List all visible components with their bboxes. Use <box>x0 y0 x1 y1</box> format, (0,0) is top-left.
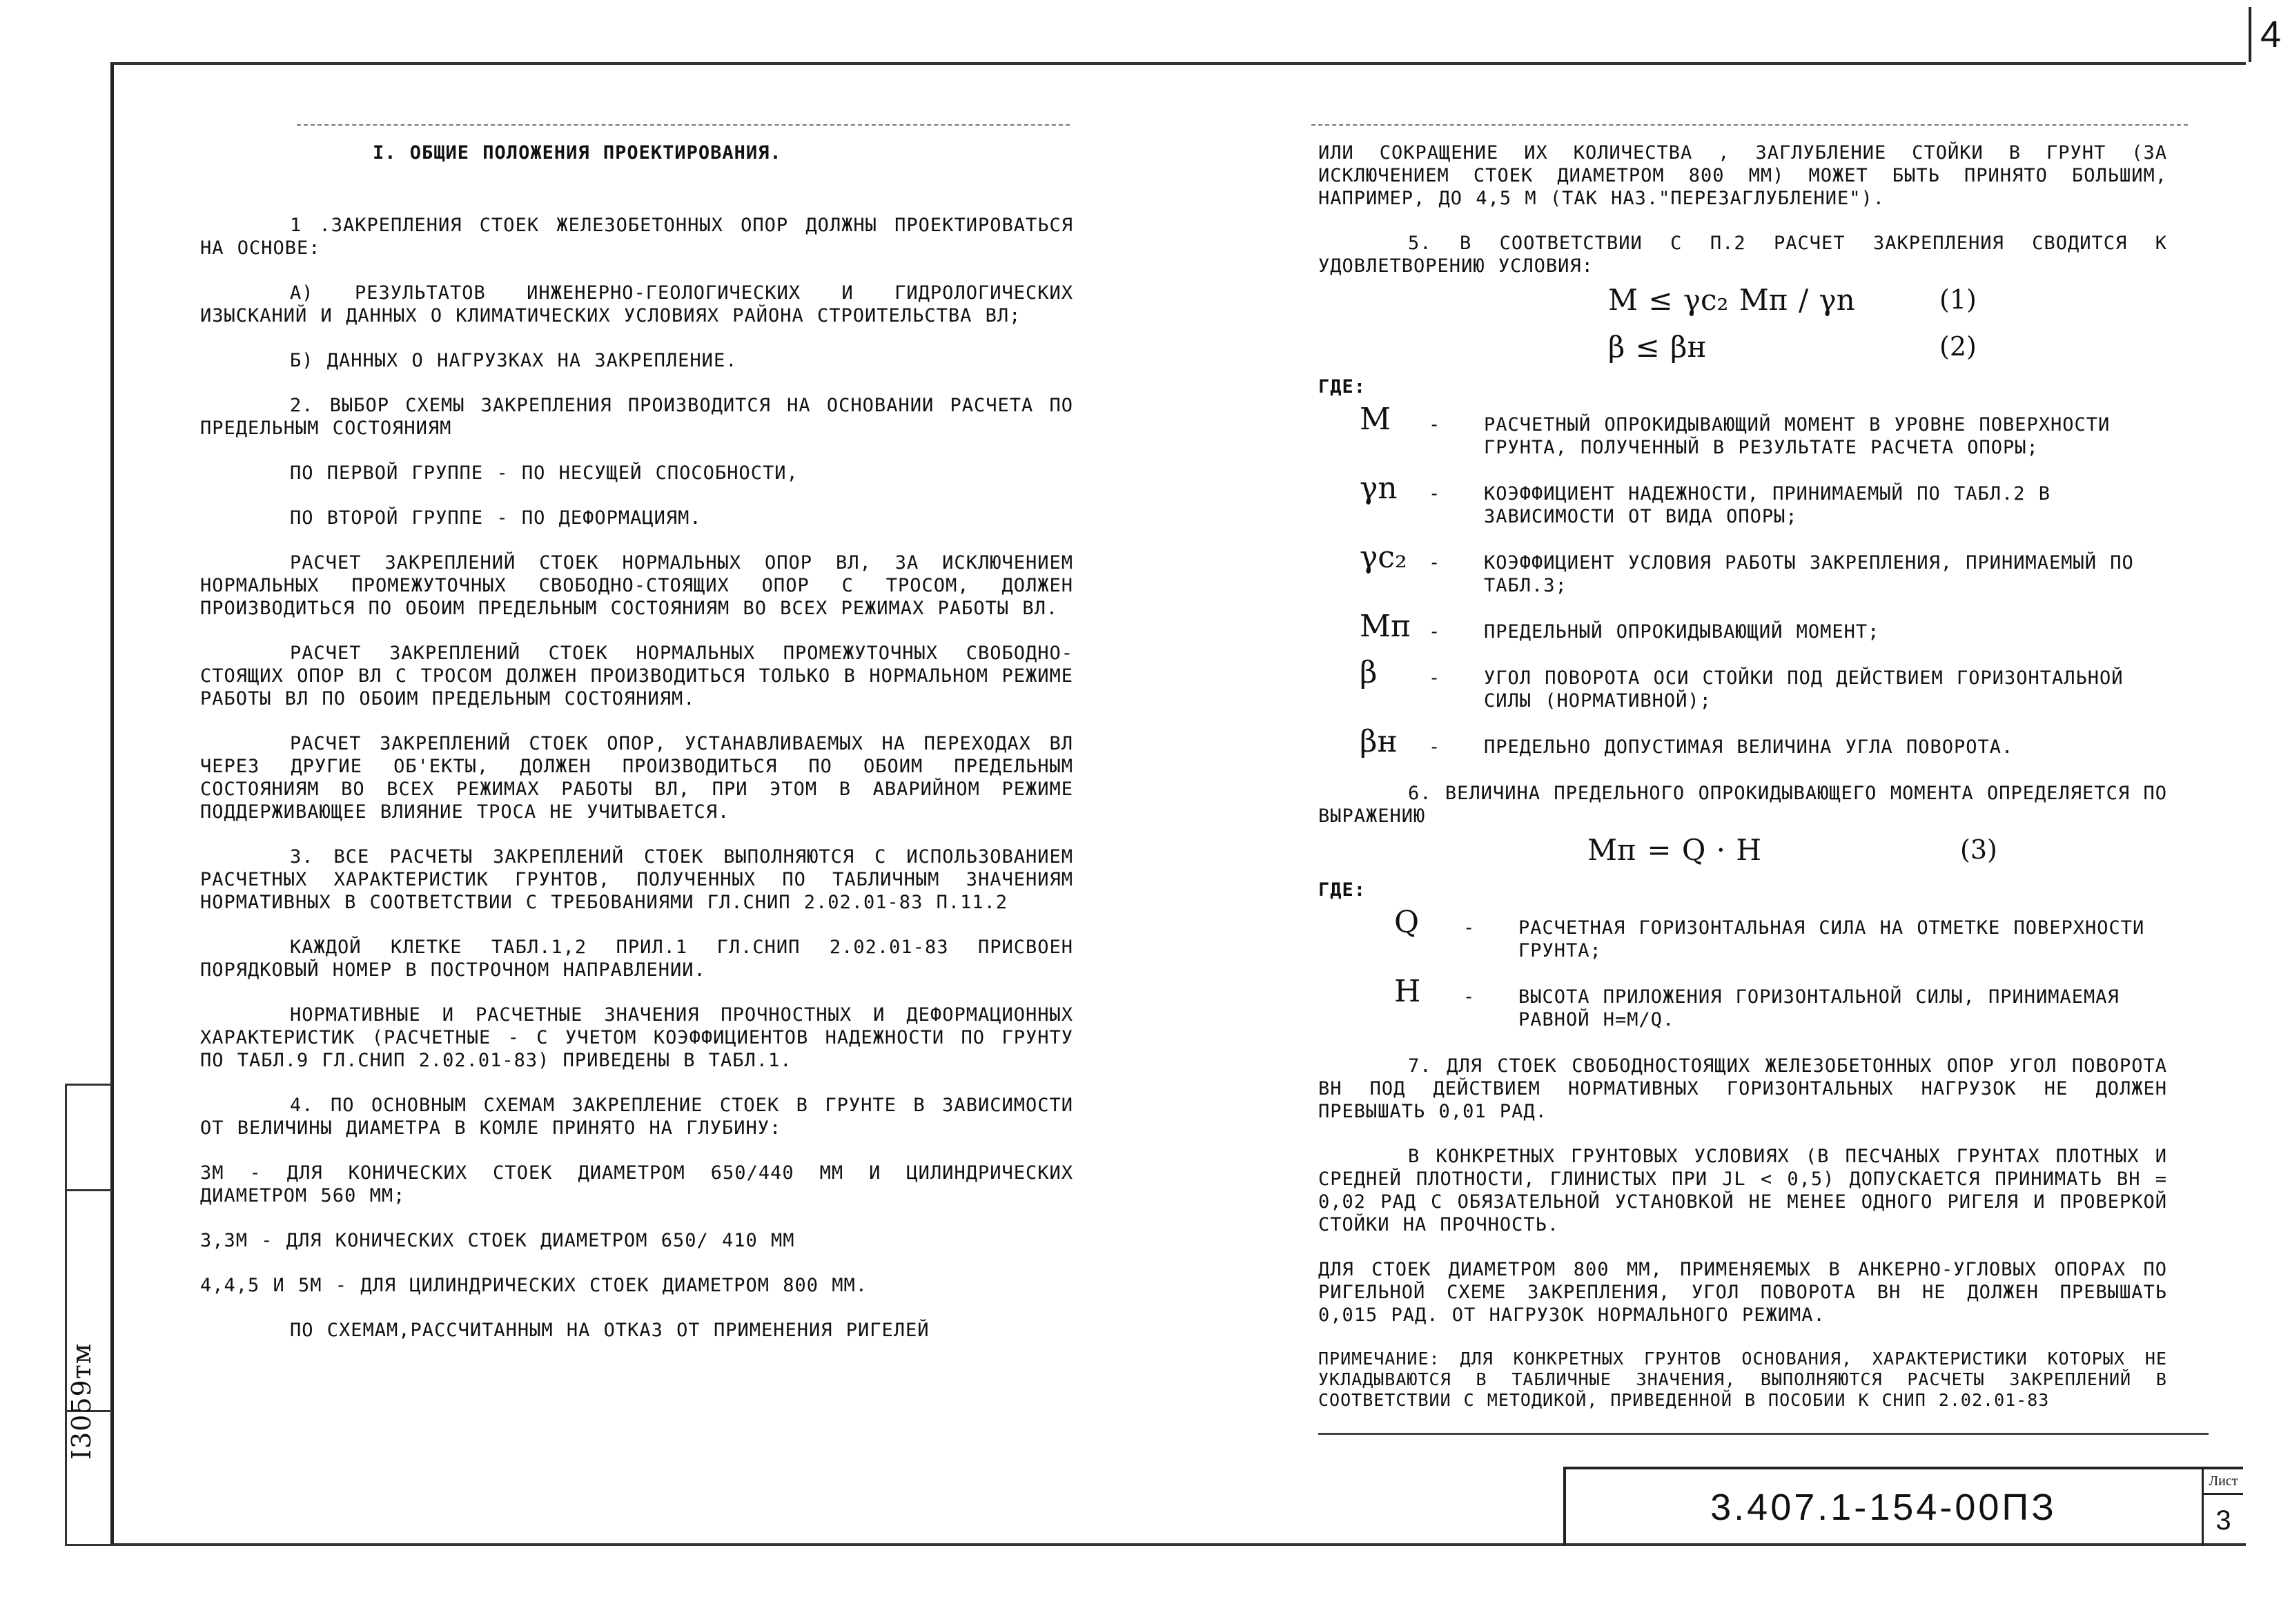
definition-item: β - УГОЛ ПОВОРОТА ОСИ СТОЙКИ ПОД ДЕЙСТВИЕМ ГОРИЗОНТАЛЬНОЙ СИЛЫ (НОРМАТИВНОЙ); <box>1360 655 2124 712</box>
definition-text: ВЫСОТА ПРИЛОЖЕНИЯ ГОРИЗОНТАЛЬНОЙ СИЛЫ, ПРИНИМАЕМАЯ РАВНОЙ H=M/Q. <box>1518 986 2120 1030</box>
left-column <box>200 141 1073 1364</box>
document-code: 3.407.1-154-00ПЗ <box>1710 1487 2057 1528</box>
definition-item: γn - КОЭФФИЦИЕНТ НАДЕЖНОСТИ, ПРИНИМАЕМЫЙ ПО ТАБЛ.2 В ЗАВИСИМОСТИ ОТ ВИДА ОПОРЫ; <box>1360 471 2051 527</box>
formula-3-expression: Mп = Q · H <box>1587 833 1762 867</box>
where-label: ГДЕ: <box>1318 376 1367 398</box>
sheet-cell <box>2202 1469 2243 1546</box>
inventory-number: I3059тм <box>66 1342 97 1460</box>
formula-2 <box>1318 330 2167 371</box>
definition-item: M - РАСЧЕТНЫЙ ОПРОКИДЫВАЮЩИЙ МОМЕНТ В УРОВНЕ ПОВЕРХНОСТИ ГРУНТА, ПОЛУЧЕННЫЙ В РЕЗУЛЬТАТЕ РАСЧЕТА ОПОРЫ; <box>1360 402 2111 458</box>
definition-text: РАСЧЕТНАЯ ГОРИЗОНТАЛЬНАЯ СИЛА НА ОТМЕТКЕ ПОВЕРХНОСТИ ГРУНТА; <box>1518 917 2145 961</box>
paragraph: ПО ПЕРВОЙ ГРУППЕ - ПО НЕСУЩЕЙ СПОСОБНОСТИ, <box>290 462 799 484</box>
paragraph: КАЖДОЙ КЛЕТКЕ ТАБЛ.1,2 ПРИЛ.1 ГЛ.СНИП 2.02.01-83 ПРИСВОЕН ПОРЯДКОВЫЙ НОМЕР В ПОСТРОЧНОМ НАПРАВЛЕНИИ. <box>200 937 1073 981</box>
formula-1-number: (1) <box>1939 284 1977 315</box>
paragraph: 3,3М - ДЛЯ КОНИЧЕСКИХ СТОЕК ДИАМЕТРОМ 650/ 410 ММ <box>200 1230 795 1251</box>
paragraph: А) РЕЗУЛЬТАТОВ ИНЖЕНЕРНО-ГЕОЛОГИЧЕСКИХ И ГИДРОЛОГИЧЕСКИХ ИЗЫСКАНИЙ И ДАННЫХ О КЛИМАТИЧЕСКИХ УСЛОВИЯХ РАЙОНА СТРОИТЕЛЬСТВА ВЛ; <box>200 282 1073 326</box>
paragraph: 2. ВЫБОР СХЕМЫ ЗАКРЕПЛЕНИЯ ПРОИЗВОДИТСЯ НА ОСНОВАНИИ РАСЧЕТА ПО ПРЕДЕЛЬНЫМ СОСТОЯНИЯМ <box>200 395 1073 439</box>
definition-item: H - ВЫСОТА ПРИЛОЖЕНИЯ ГОРИЗОНТАЛЬНОЙ СИЛЫ, ПРИНИМАЕМАЯ РАВНОЙ H=M/Q. <box>1394 974 2120 1030</box>
sheet-number: 3 <box>2215 1505 2231 1536</box>
top-rule-left <box>297 124 1070 126</box>
definition-symbol: βн <box>1360 724 1398 759</box>
formula-2-number: (2) <box>1939 331 1977 362</box>
definition-symbol: γn <box>1360 471 1398 506</box>
definition-text: РАСЧЕТНЫЙ ОПРОКИДЫВАЮЩИЙ МОМЕНТ В УРОВНЕ ПОВЕРХНОСТИ ГРУНТА, ПОЛУЧЕННЫЙ В РЕЗУЛЬТАТЕ РАСЧЕТА ОПОРЫ; <box>1484 414 2111 458</box>
paragraph: РАСЧЕТ ЗАКРЕПЛЕНИЙ СТОЕК НОРМАЛЬНЫХ ОПОР ВЛ, ЗА ИСКЛЮЧЕНИЕМ НОРМАЛЬНЫХ ПРОМЕЖУТОЧНЫХ СВОБОДНО-СТОЯЩИХ ОПОР С ТРОСОМ, ДОЛЖЕН ПРОИЗВОДИТЬСЯ ПО ОБОИМ ПРЕДЕЛЬНЫМ СОСТОЯНИЯМ ВО ВСЕХ РЕЖИМАХ РАБОТЫ ВЛ. <box>200 552 1073 619</box>
definition-item: βн - ПРЕДЕЛЬНО ДОПУСТИМАЯ ВЕЛИЧИНА УГЛА ПОВОРОТА. <box>1360 724 2014 759</box>
definition-symbol: Q <box>1394 905 1420 940</box>
definition-symbol: M <box>1360 402 1391 437</box>
section-heading: I. ОБЩИЕ ПОЛОЖЕНИЯ ПРОЕКТИРОВАНИЯ. <box>373 142 782 164</box>
paragraph: РАСЧЕТ ЗАКРЕПЛЕНИЙ СТОЕК НОРМАЛЬНЫХ ПРОМЕЖУТОЧНЫХ СВОБОДНО-СТОЯЩИХ ОПОР ВЛ С ТРОСОМ ДОЛЖЕН ПРОИЗВОДИТЬСЯ ТОЛЬКО В НОРМАЛЬНОМ РЕЖИМЕ РАБОТЫ ВЛ ПО ОБОИМ ПРЕДЕЛЬНЫМ СОСТОЯНИЯМ. <box>200 643 1073 710</box>
note-underline <box>1318 1433 2209 1435</box>
paragraph: НОРМАТИВНЫЕ И РАСЧЕТНЫЕ ЗНАЧЕНИЯ ПРОЧНОСТНЫХ И ДЕФОРМАЦИОННЫХ ХАРАКТЕРИСТИК (РАСЧЕТНЫЕ - С УЧЕТОМ КОЭФФИЦИЕНТОВ НАДЕЖНОСТИ ПО ГРУНТУ ПО ТАБЛ.9 ГЛ.СНИП 2.02.01-83) ПРИВЕДЕНЫ В ТАБЛ.1. <box>200 1004 1073 1071</box>
formula-3 <box>1318 833 2167 874</box>
where-label: ГДЕ: <box>1318 879 1367 901</box>
paragraph: 4,4,5 И 5М - ДЛЯ ЦИЛИНДРИЧЕСКИХ СТОЕК ДИАМЕТРОМ 800 ММ. <box>200 1275 868 1296</box>
formula-2-expression: β ≤ βн <box>1608 330 1707 364</box>
definition-symbol: Mп <box>1360 609 1411 644</box>
paragraph: 5. В СООТВЕТСТВИИ С П.2 РАСЧЕТ ЗАКРЕПЛЕНИЯ СВОДИТСЯ К УДОВЛЕТВОРЕНИЮ УСЛОВИЯ: <box>1318 233 2167 277</box>
paragraph: ПО СХЕМАМ,РАССЧИТАННЫМ НА ОТКАЗ ОТ ПРИМЕНЕНИЯ РИГЕЛЕЙ <box>290 1320 930 1341</box>
definition-item: Q - РАСЧЕТНАЯ ГОРИЗОНТАЛЬНАЯ СИЛА НА ОТМЕТКЕ ПОВЕРХНОСТИ ГРУНТА; <box>1394 905 2145 961</box>
paragraph: 3М - ДЛЯ КОНИЧЕСКИХ СТОЕК ДИАМЕТРОМ 650/440 ММ И ЦИЛИНДРИЧЕСКИХ ДИАМЕТРОМ 560 ММ; <box>200 1162 1073 1206</box>
definition-text: УГОЛ ПОВОРОТА ОСИ СТОЙКИ ПОД ДЕЙСТВИЕМ ГОРИЗОНТАЛЬНОЙ СИЛЫ (НОРМАТИВНОЙ); <box>1484 667 2124 712</box>
paragraph: 1 .ЗАКРЕПЛЕНИЯ СТОЕК ЖЕЛЕЗОБЕТОННЫХ ОПОР ДОЛЖНЫ ПРОЕКТИРОВАТЬСЯ НА ОСНОВЕ: <box>200 215 1073 259</box>
formula-1 <box>1318 283 2167 324</box>
paragraph: ИЛИ СОКРАЩЕНИЕ ИХ КОЛИЧЕСТВА , ЗАГЛУБЛЕНИЕ СТОЙКИ В ГРУНТ (ЗА ИСКЛЮЧЕНИЕМ СТОЕК ДИАМЕТРОМ 800 ММ) МОЖЕТ БЫТЬ ПРИНЯТО БОЛЬШИМ, НАПРИМЕР, ДО 4,5 М (ТАК НАЗ."ПЕРЕЗАГЛУБЛЕНИЕ"). <box>1318 142 2167 209</box>
definition-item: Mп - ПРЕДЕЛЬНЫЙ ОПРОКИДЫВАЮЩИЙ МОМЕНТ; <box>1360 609 1880 644</box>
right-column <box>1318 141 2167 1435</box>
definition-text: КОЭФФИЦИЕНТ УСЛОВИЯ РАБОТЫ ЗАКРЕПЛЕНИЯ, ПРИНИМАЕМЫЙ ПО ТАБЛ.3; <box>1484 552 2134 596</box>
definition-item: γc₂ - КОЭФФИЦИЕНТ УСЛОВИЯ РАБОТЫ ЗАКРЕПЛЕНИЯ, ПРИНИМАЕМЫЙ ПО ТАБЛ.3; <box>1360 540 2134 596</box>
paragraph: 3. ВСЕ РАСЧЕТЫ ЗАКРЕПЛЕНИЙ СТОЕК ВЫПОЛНЯЮТСЯ С ИСПОЛЬЗОВАНИЕМ РАСЧЕТНЫХ ХАРАКТЕРИСТИК ГРУНТОВ, ПОЛУЧЕННЫХ ПО ТАБЛИЧНЫМ ЗНАЧЕНИЯМ НОРМАТИВНЫХ В СООТВЕТСТВИИ С ТРЕБОВАНИЯМИ ГЛ.СНИП 2.02.01-83 П.11.2 <box>200 846 1073 913</box>
definition-text: ПРЕДЕЛЬНО ДОПУСТИМАЯ ВЕЛИЧИНА УГЛА ПОВОРОТА. <box>1484 736 2014 758</box>
definition-text: КОЭФФИЦИЕНТ НАДЕЖНОСТИ, ПРИНИМАЕМЫЙ ПО ТАБЛ.2 В ЗАВИСИМОСТИ ОТ ВИДА ОПОРЫ; <box>1484 483 2051 527</box>
paragraph: 7. ДЛЯ СТОЕК СВОБОДНОСТОЯЩИХ ЖЕЛЕЗОБЕТОННЫХ ОПОР УГОЛ ПОВОРОТА ΒН ПОД ДЕЙСТВИЕМ НОРМАТИВНЫХ ГОРИЗОНТАЛЬНЫХ НАГРУЗОК НЕ ДОЛЖЕН ПРЕВЫШАТЬ 0,01 РАД. <box>1318 1055 2167 1122</box>
sheet-label: Лист <box>2204 1469 2243 1495</box>
paragraph: 4. ПО ОСНОВНЫМ СХЕМАМ ЗАКРЕПЛЕНИЕ СТОЕК В ГРУНТЕ В ЗАВИСИМОСТИ ОТ ВЕЛИЧИНЫ ДИАМЕТРА В КОМЛЕ ПРИНЯТО НА ГЛУБИНУ: <box>200 1095 1073 1139</box>
note: ПРИМЕЧАНИЕ: ДЛЯ КОНКРЕТНЫХ ГРУНТОВ ОСНОВАНИЯ, ХАРАКТЕРИСТИКИ КОТОРЫХ НЕ УКЛАДЫВАЮТСЯ В ТАБЛИЧНЫЕ ЗНАЧЕНИЯ, ВЫПОЛНЯЮТСЯ РАСЧЕТЫ ЗАКРЕПЛЕНИЙ В СООТВЕТСТВИИ С МЕТОДИКОЙ, ПРИВЕДЕННОЙ В ПОСОБИИ К СНИП 2.02.01-83 <box>1318 1349 2167 1410</box>
paragraph: Б) ДАННЫХ О НАГРУЗКАХ НА ЗАКРЕПЛЕНИЕ. <box>290 350 738 371</box>
paragraph: ДЛЯ СТОЕК ДИАМЕТРОМ 800 ММ, ПРИМЕНЯЕМЫХ В АНКЕРНО-УГЛОВЫХ ОПОРАХ ПО РИГЕЛЬНОЙ СХЕМЕ ЗАКРЕПЛЕНИЯ, УГОЛ ПОВОРОТА ΒН НЕ ДОЛЖЕН ПРЕВЫШАТЬ 0,015 РАД. ОТ НАГРУЗОК НОРМАЛЬНОГО РЕЖИМА. <box>1318 1259 2167 1326</box>
title-block <box>1563 1467 2243 1546</box>
paragraph: 6. ВЕЛИЧИНА ПРЕДЕЛЬНОГО ОПРОКИДЫВАЮЩЕГО МОМЕНТА ОПРЕДЕЛЯЕТСЯ ПО ВЫРАЖЕНИЮ <box>1318 783 2167 827</box>
paragraph: РАСЧЕТ ЗАКРЕПЛЕНИЙ СТОЕК ОПОР, УСТАНАВЛИВАЕМЫХ НА ПЕРЕХОДАХ ВЛ ЧЕРЕЗ ДРУГИЕ ОБ'ЕКТЫ, ДОЛЖЕН ПРОИЗВОДИТЬСЯ ПО ОБОИМ ПРЕДЕЛЬНЫМ СОСТОЯНИЯМ ВО ВСЕХ РЕЖИМАХ РАБОТЫ ВЛ, ПРИ ЭТОМ В АВАРИЙНОМ РЕЖИМЕ ПОДДЕРЖИВАЮЩЕЕ ВЛИЯНИЕ ТРОСА НЕ УЧИТЫВАЕТСЯ. <box>200 733 1073 823</box>
definition-symbol: β <box>1360 655 1378 690</box>
top-sheet-number: 4 <box>2249 7 2290 62</box>
paragraph: ПО ВТОРОЙ ГРУППЕ - ПО ДЕФОРМАЦИЯМ. <box>290 507 702 529</box>
definition-symbol: γc₂ <box>1360 540 1407 575</box>
paragraph: В КОНКРЕТНЫХ ГРУНТОВЫХ УСЛОВИЯХ (В ПЕСЧАНЫХ ГРУНТАХ ПЛОТНЫХ И СРЕДНЕЙ ПЛОТНОСТИ, ГЛИНИСТЫХ ПРИ JL < 0,5) ДОПУСКАЕТСЯ ПРИНИМАТЬ ΒН = 0,02 РАД С ОБЯЗАТЕЛЬНОЙ УСТАНОВКОЙ НЕ МЕНЕЕ ОДНОГО РИГЕЛЯ И ПРОВЕРКОЙ СТОЙКИ НА ПРОЧНОСТЬ. <box>1318 1146 2167 1235</box>
formula-1-expression: M ≤ γc₂ Mп / γn <box>1608 283 1855 317</box>
top-rule-right <box>1311 124 2188 126</box>
definition-text: ПРЕДЕЛЬНЫЙ ОПРОКИДЫВАЮЩИЙ МОМЕНТ; <box>1484 621 1880 643</box>
formula-3-number: (3) <box>1960 834 1997 865</box>
definition-symbol: H <box>1394 974 1421 1009</box>
